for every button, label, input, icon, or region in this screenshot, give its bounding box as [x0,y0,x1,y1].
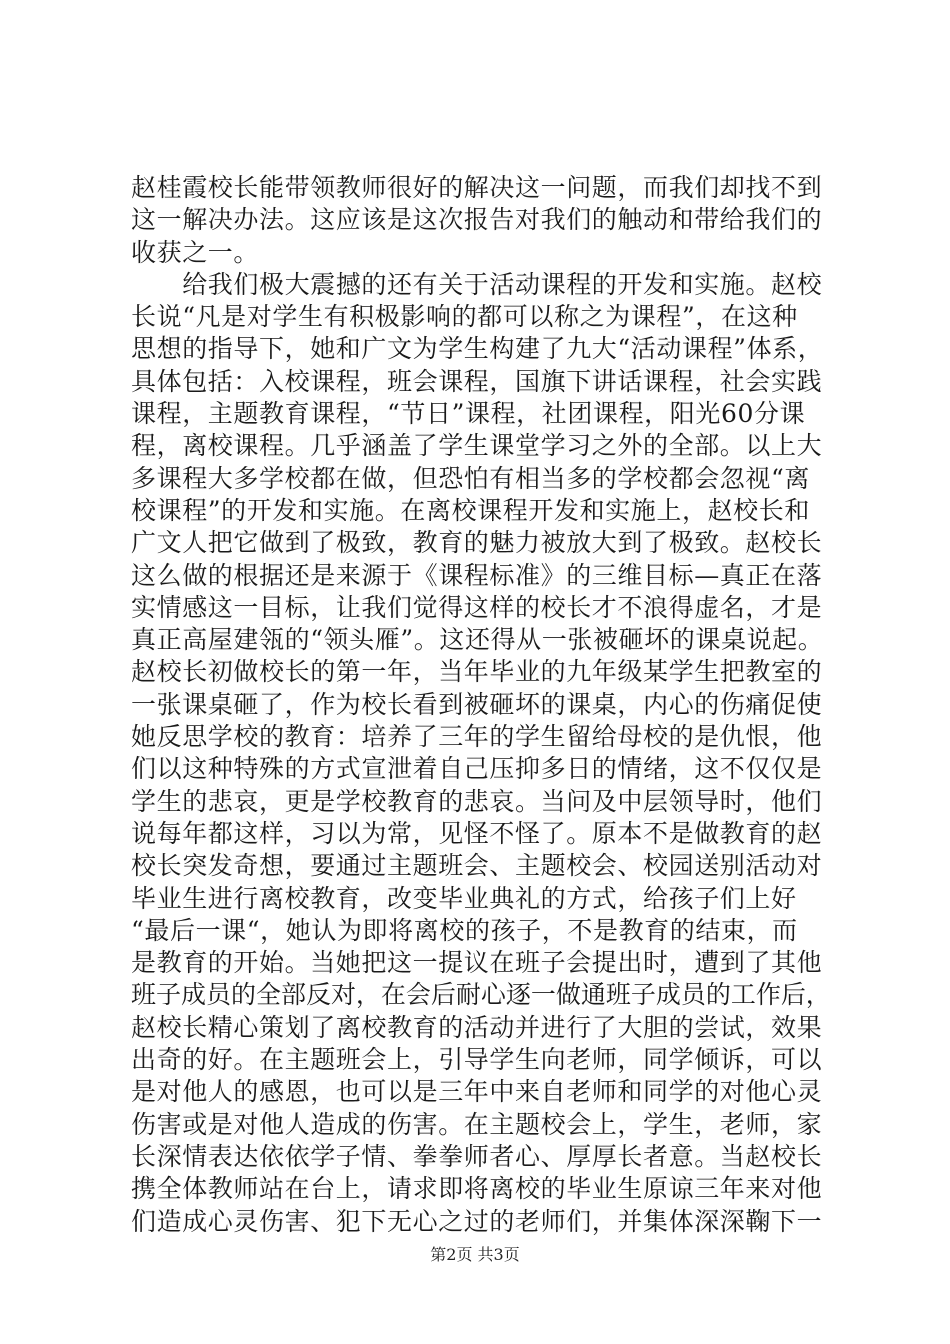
text-line: 伤害或是对他人造成的伤害。在主题校会上，学生，老师，家 [131,1109,823,1139]
text-line: 毕业生进行离校教育，改变毕业典礼的方式，给孩子们上好 [131,883,797,913]
text-line: 多课程大多学校都在做，但恐怕有相当多的学校都会忽视“离 [131,463,810,493]
text-line: 给我们极大震撼的还有关于活动课程的开发和实施。赵校 [131,269,823,299]
text-line: 是对他人的感恩，也可以是三年中来自老师和同学的对他心灵 [131,1077,823,1107]
text-line: 们以这种特殊的方式宣泄着自己压抑多日的情绪，这不仅仅是 [131,754,823,784]
text-line: 收获之一。 [131,237,260,267]
text-line: 是教育的开始。当她把这一提议在班子会提出时，遭到了其他 [131,948,823,978]
page-number-footer: 第2页 共3页 [430,1245,520,1264]
text-line: 具体包括：入校课程，班会课程，国旗下讲话课程，社会实践 [131,366,823,396]
text-line: 这么做的根据还是来源于《课程标准》的三维目标—真正在落 [131,560,823,590]
text-line: 赵桂霞校长能带领教师很好的解决这一问题，而我们却找不到 [131,173,823,202]
text-line: 校长突发奇想，要通过主题班会、主题校会、校园送别活动对 [131,851,823,881]
text-line: 广文人把它做到了极致，教育的魅力被放大到了极致。赵校长 [131,528,823,558]
text-line: 真正高屋建瓴的“领头雁”。这还得从一张被砸坏的课桌说起。 [131,625,824,655]
text-line: 思想的指导下，她和广文为学生构建了九大“活动课程”体系， [131,334,824,364]
text-line: 课程，主题教育课程，“节日”课程，社团课程，阳光60分课 [131,399,806,429]
text-line: 长深情表达依依学子情、拳拳师者心、厚厚长者意。当赵校长 [131,1141,823,1171]
text-line: 赵校长精心策划了离校教育的活动并进行了大胆的尝试，效果 [131,1012,823,1042]
text-line: 她反思学校的教育：培养了三年的学生留给母校的是仇恨，他 [131,722,823,752]
text-line: 们造成心灵伤害、犯下无心之过的老师们，并集体深深鞠下一 [131,1206,823,1236]
text-line: 携全体教师站在台上，请求即将离校的毕业生原谅三年来对他 [131,1174,823,1204]
text-line: 校课程”的开发和实施。在离校课程开发和实施上，赵校长和 [131,495,810,525]
text-line: 说每年都这样，习以为常，见怪不怪了。原本不是做教育的赵 [131,818,823,848]
text-line: “最后一课“，她认为即将离校的孩子，不是教育的结束，而 [131,915,798,945]
text-line: 一张课桌砸了，作为校长看到被砸坏的课桌，内心的伤痛促使 [131,689,823,719]
text-line: 学生的悲哀，更是学校教育的悲哀。当问及中层领导时，他们 [131,786,823,816]
text-line: 出奇的好。在主题班会上，引导学生向老师，同学倾诉，可以 [131,1045,823,1075]
text-line: 赵校长初做校长的第一年，当年毕业的九年级某学生把教室的 [131,657,823,687]
text-line: 班子成员的全部反对，在会后耐心逐一做通班子成员的工作后， [131,980,831,1010]
body-text [131,172,831,1238]
text-line: 程，离校课程。几乎涵盖了学生课堂学习之外的全部。以上大 [131,431,823,461]
text-line: 这一解决办法。这应该是这次报告对我们的触动和带给我们的 [131,205,823,235]
text-line: 实情感这一目标，让我们觉得这样的校长才不浪得虚名，才是 [131,592,823,622]
text-line: 长说“凡是对学生有积极影响的都可以称之为课程”，在这种 [131,302,798,332]
